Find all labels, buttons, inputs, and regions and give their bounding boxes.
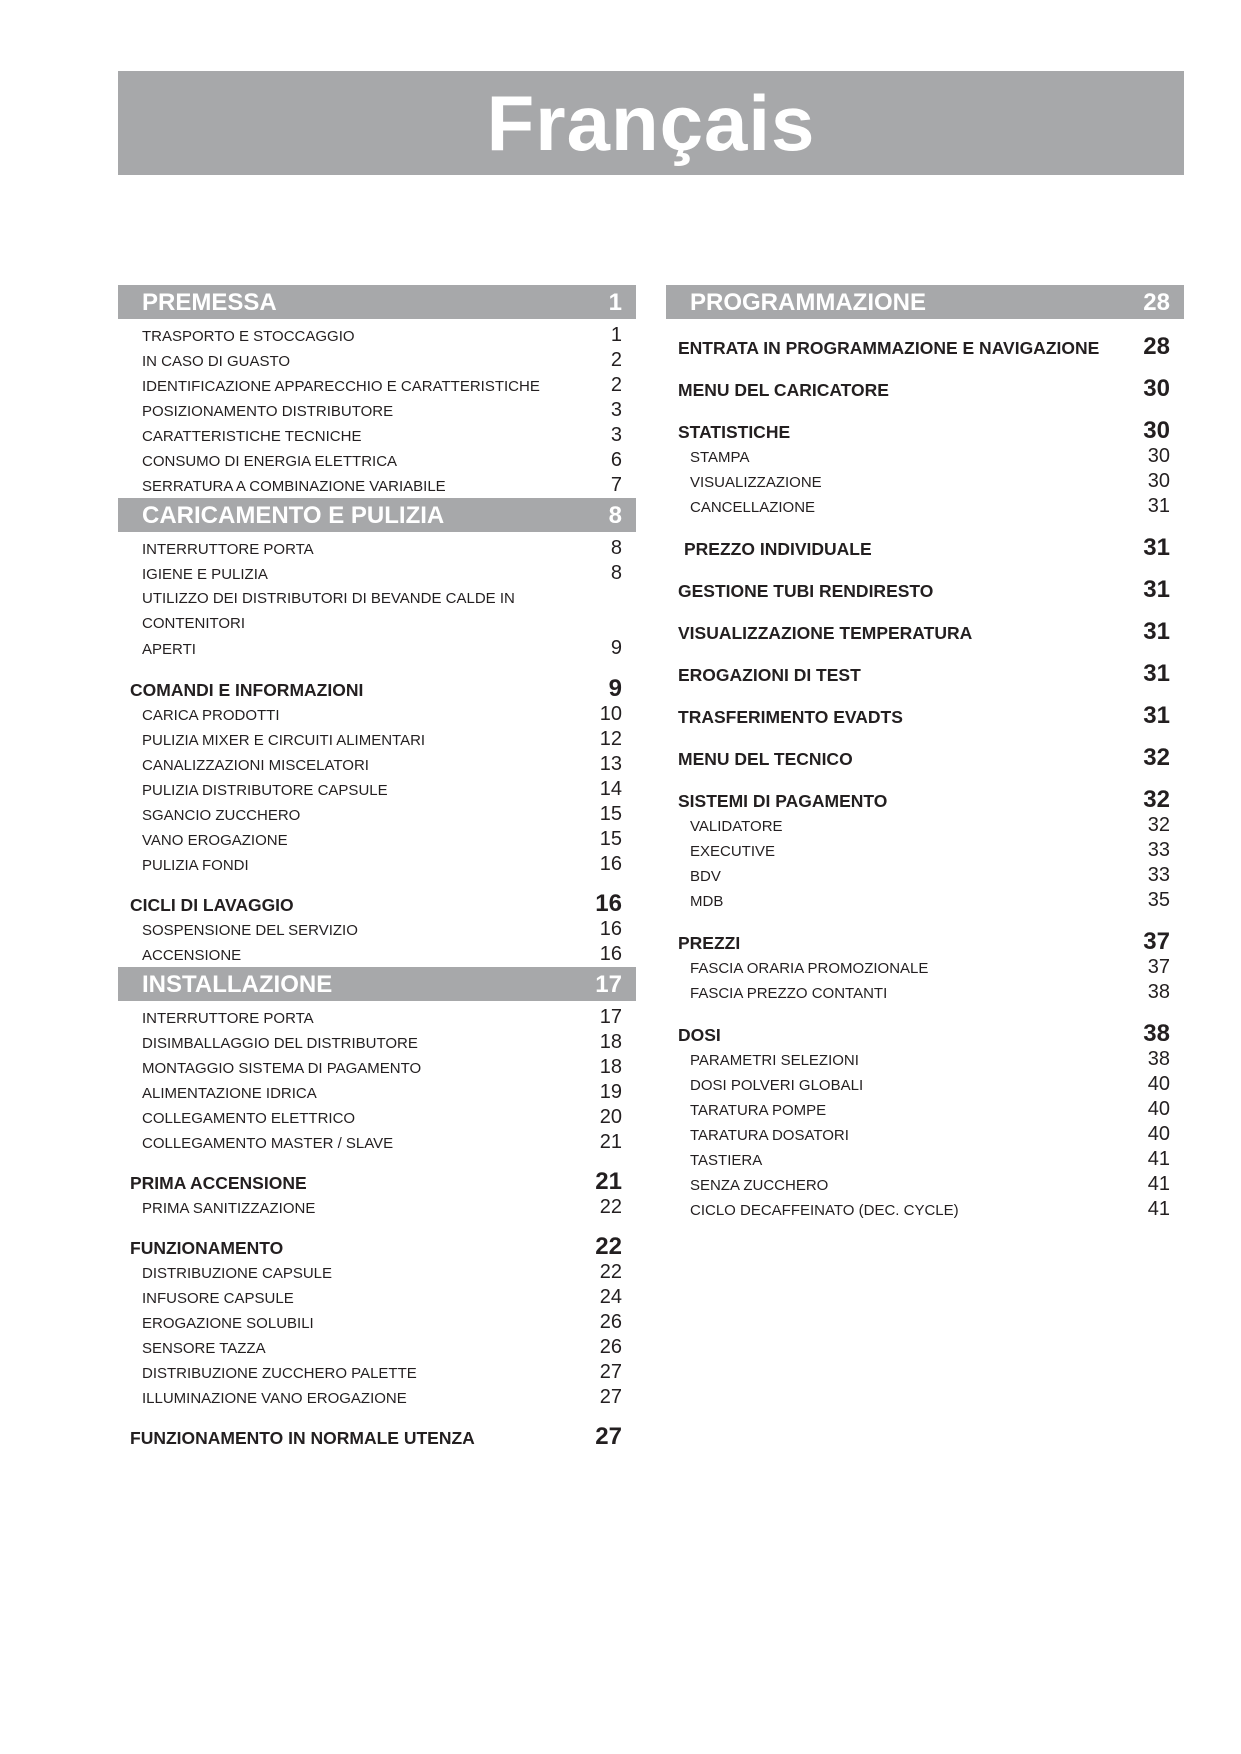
toc-subentry xyxy=(118,852,636,877)
toc-subentry xyxy=(118,1360,636,1385)
toc-topic-label: EROGAZIONI DI TEST xyxy=(678,665,861,685)
toc-page-number: 40 xyxy=(1147,1073,1170,1095)
toc-page-number: 30 xyxy=(1147,470,1170,492)
toc-page-number: 1 xyxy=(610,324,622,346)
toc-topic-label: SISTEMI DI PAGAMENTO xyxy=(678,791,888,811)
toc-subentry-label: CARATTERISTICHE TECNICHE xyxy=(142,428,362,445)
toc-topic xyxy=(118,675,636,702)
toc-page-number: 16 xyxy=(599,853,622,875)
toc-subentry-label: CONSUMO DI ENERGIA ELETTRICA xyxy=(142,453,398,470)
toc-subentry-label: SENSORE TAZZA xyxy=(142,1340,266,1357)
toc-subentry-label: CARICA PRODOTTI xyxy=(142,707,280,724)
toc-page-number: 28 xyxy=(1143,333,1170,360)
toc-topic-label: PREZZO INDIVIDUALE xyxy=(684,539,872,559)
toc-subentry xyxy=(666,955,1184,980)
toc-page-number: 16 xyxy=(599,943,622,965)
toc-page-number: 40 xyxy=(1147,1123,1170,1145)
toc-topic-label: FUNZIONAMENTO xyxy=(130,1238,284,1258)
toc-page-number: 22 xyxy=(599,1196,622,1218)
toc-subentry xyxy=(118,1285,636,1310)
toc-subentry xyxy=(118,586,636,662)
toc-page-number: 24 xyxy=(599,1286,622,1308)
toc-subentry-label: CANCELLAZIONE xyxy=(690,499,816,516)
toc-topic xyxy=(666,928,1184,955)
toc-subentry xyxy=(118,373,636,398)
toc-page-number: 31 xyxy=(1143,576,1170,603)
toc-page-number: 18 xyxy=(599,1031,622,1053)
toc-subentry-label: VANO EROGAZIONE xyxy=(142,832,288,849)
toc-page-number: 28 xyxy=(1143,289,1170,316)
toc-subentry xyxy=(118,727,636,752)
toc-section-header xyxy=(118,285,636,319)
toc-subentry xyxy=(666,1072,1184,1097)
toc-subentry xyxy=(118,1335,636,1360)
toc-subentry-label: IDENTIFICAZIONE APPARECCHIO E CARATTERISTICHE xyxy=(142,378,540,395)
toc-subentry xyxy=(666,444,1184,469)
toc-subentry xyxy=(118,1385,636,1410)
toc-subentry xyxy=(118,561,636,586)
toc-page-number: 21 xyxy=(599,1131,622,1153)
toc-subentry-label: MONTAGGIO SISTEMA DI PAGAMENTO xyxy=(142,1060,422,1077)
toc-topic xyxy=(666,375,1184,402)
toc-page-number: 31 xyxy=(1143,660,1170,687)
toc-topic-label: MENU DEL CARICATORE xyxy=(678,380,889,400)
toc-section-header xyxy=(118,967,636,1001)
toc-subentry xyxy=(118,448,636,473)
toc-subentry xyxy=(666,469,1184,494)
toc-topic-label: DOSI xyxy=(678,1025,721,1045)
toc-page-number: 27 xyxy=(599,1386,622,1408)
toc-subentry-label: SERRATURA A COMBINAZIONE VARIABILE xyxy=(142,478,446,495)
toc-subentry xyxy=(118,1030,636,1055)
toc-page-number: 18 xyxy=(599,1056,622,1078)
toc-page-number: 2 xyxy=(610,349,622,371)
toc-page-number: 6 xyxy=(610,449,622,471)
toc-subentry xyxy=(118,1005,636,1030)
toc-subentry xyxy=(666,1122,1184,1147)
toc-subentry xyxy=(666,1047,1184,1072)
toc-subentry-label: FASCIA PREZZO CONTANTI xyxy=(690,985,888,1002)
toc-page-number: 41 xyxy=(1147,1173,1170,1195)
toc-subentry xyxy=(118,1080,636,1105)
toc-subentry-label: INFUSORE CAPSULE xyxy=(142,1290,294,1307)
toc-topic-label: TRASFERIMENTO EVADTS xyxy=(678,707,903,727)
toc-subentry-label: DISIMBALLAGGIO DEL DISTRIBUTORE xyxy=(142,1035,418,1052)
toc-topic-label: ENTRATA IN PROGRAMMAZIONE E NAVIGAZIONE xyxy=(678,338,1100,358)
toc-page-number: 30 xyxy=(1143,417,1170,444)
toc-subentry-label: BDV xyxy=(690,868,721,885)
toc-subentry-label: PULIZIA MIXER E CIRCUITI ALIMENTARI xyxy=(142,732,426,749)
toc-subentry xyxy=(118,777,636,802)
toc-subentry xyxy=(118,1055,636,1080)
toc-subentry-label: IN CASO DI GUASTO xyxy=(142,353,291,370)
toc-subentry-label: SOSPENSIONE DEL SERVIZIO xyxy=(142,922,358,939)
toc-subentry-label: CANALIZZAZIONI MISCELATORI xyxy=(142,757,369,774)
toc-topic xyxy=(666,576,1184,603)
toc-page-number: 31 xyxy=(1147,495,1170,517)
toc-page-number: 9 xyxy=(610,637,622,659)
toc-subentry xyxy=(118,348,636,373)
toc-page-number: 1 xyxy=(608,289,622,316)
toc-subentry-label: ACCENSIONE xyxy=(142,947,242,964)
toc-topic xyxy=(666,702,1184,729)
toc-subentry xyxy=(118,702,636,727)
toc-subentry-label: VISUALIZZAZIONE xyxy=(690,474,822,491)
toc-page-number: 9 xyxy=(608,675,622,702)
toc-page-number: 27 xyxy=(599,1361,622,1383)
toc-subentry xyxy=(666,838,1184,863)
toc-topic xyxy=(666,534,1184,561)
toc-page-number: 20 xyxy=(599,1106,622,1128)
toc-page-number: 8 xyxy=(610,537,622,559)
toc-subentry xyxy=(118,323,636,348)
toc-subentry-label: TARATURA POMPE xyxy=(690,1102,827,1119)
toc-subentry-label: POSIZIONAMENTO DISTRIBUTORE xyxy=(142,403,394,420)
toc-section-header-label: PROGRAMMAZIONE xyxy=(690,289,926,316)
toc-page-number: 22 xyxy=(595,1233,622,1260)
toc-subentry-label: COLLEGAMENTO MASTER / SLAVE xyxy=(142,1135,394,1152)
toc-subentry-label: ILLUMINAZIONE VANO EROGAZIONE xyxy=(142,1390,407,1407)
toc-topic xyxy=(666,744,1184,771)
toc-subentry-label: COLLEGAMENTO ELETTRICO xyxy=(142,1110,356,1127)
toc-subentry xyxy=(666,494,1184,519)
toc-topic xyxy=(666,1020,1184,1047)
toc-page-number: 13 xyxy=(599,753,622,775)
toc-subentry xyxy=(666,980,1184,1005)
toc-topic xyxy=(118,890,636,917)
toc-subentry-label: TARATURA DOSATORI xyxy=(690,1127,849,1144)
toc-page-number: 33 xyxy=(1147,839,1170,861)
toc-topic-label: VISUALIZZAZIONE TEMPERATURA xyxy=(678,623,973,643)
toc-subentry-label: SGANCIO ZUCCHERO xyxy=(142,807,301,824)
toc-subentry xyxy=(666,813,1184,838)
toc-subentry xyxy=(118,423,636,448)
toc-subentry xyxy=(118,1130,636,1155)
toc-subentry-label: TRASPORTO E STOCCAGGIO xyxy=(142,328,355,345)
toc-page-number: 16 xyxy=(599,918,622,940)
toc-subentry xyxy=(666,1147,1184,1172)
toc-page-number: 27 xyxy=(595,1423,622,1450)
toc-page-number: 17 xyxy=(599,1006,622,1028)
toc-subentry-label: MDB xyxy=(690,893,724,910)
toc-page-number: 38 xyxy=(1147,981,1170,1003)
toc-right-column xyxy=(666,285,1184,1222)
toc-section-header xyxy=(666,285,1184,319)
toc-page-number: 10 xyxy=(599,703,622,725)
toc-page-number: 32 xyxy=(1143,744,1170,771)
toc-section-header-label: PREMESSA xyxy=(142,289,277,316)
toc-page-number: 2 xyxy=(610,374,622,396)
toc-subentry-row xyxy=(142,636,622,662)
toc-page-number: 15 xyxy=(599,803,622,825)
toc-page-number: 16 xyxy=(595,890,622,917)
toc-subentry xyxy=(666,863,1184,888)
toc-page-number: 41 xyxy=(1147,1198,1170,1220)
toc-subentry-label: DISTRIBUZIONE ZUCCHERO PALETTE xyxy=(142,1365,417,1382)
toc-page-number: 37 xyxy=(1143,928,1170,955)
toc-subentry-label: IGIENE E PULIZIA xyxy=(142,566,268,583)
toc-page-number: 3 xyxy=(610,424,622,446)
toc-page-number: 14 xyxy=(599,778,622,800)
toc-page-number: 8 xyxy=(608,502,622,529)
toc-subentry xyxy=(666,888,1184,913)
toc-subentry-label: CICLO DECAFFEINATO (DEC. CYCLE) xyxy=(690,1202,959,1219)
toc-subentry-label: DOSI POLVERI GLOBALI xyxy=(690,1077,864,1094)
toc-section-header-label: INSTALLAZIONE xyxy=(142,971,333,998)
toc-topic-label: PRIMA ACCENSIONE xyxy=(130,1173,307,1193)
toc-subentry-label: PRIMA SANITIZZAZIONE xyxy=(142,1200,316,1217)
toc-page-number: 32 xyxy=(1147,814,1170,836)
toc-topic xyxy=(666,786,1184,813)
toc-topic xyxy=(666,417,1184,444)
toc-page-number: 30 xyxy=(1147,445,1170,467)
toc-topic-label: MENU DEL TECNICO xyxy=(678,749,853,769)
toc-topic xyxy=(118,1233,636,1260)
toc-subentry-label: EROGAZIONE SOLUBILI xyxy=(142,1315,314,1332)
toc-subentry-label: UTILIZZO DEI DISTRIBUTORI DI BEVANDE CALDE IN CONTENITORI xyxy=(142,590,515,632)
toc-topic-label: PREZZI xyxy=(678,933,741,953)
toc-topic-label: CICLI DI LAVAGGIO xyxy=(130,895,294,915)
toc-page-number: 22 xyxy=(599,1261,622,1283)
toc-page-number: 38 xyxy=(1147,1048,1170,1070)
toc-page-number: 31 xyxy=(1143,702,1170,729)
toc-page-number: 38 xyxy=(1143,1020,1170,1047)
toc-subentry-label: ALIMENTAZIONE IDRICA xyxy=(142,1085,317,1102)
toc-page-number: 15 xyxy=(599,828,622,850)
toc-topic-label: STATISTICHE xyxy=(678,422,791,442)
toc-page-number: 3 xyxy=(610,399,622,421)
toc-section-header xyxy=(118,498,636,532)
toc-subentry xyxy=(118,536,636,561)
toc-page-number: 17 xyxy=(595,971,622,998)
toc-subentry xyxy=(118,917,636,942)
toc-subentry-label: FASCIA ORARIA PROMOZIONALE xyxy=(690,960,929,977)
toc-subentry xyxy=(666,1097,1184,1122)
toc-page-number: 21 xyxy=(595,1168,622,1195)
toc-topic xyxy=(666,333,1184,360)
toc-subentry xyxy=(666,1197,1184,1222)
toc-subentry-label: PARAMETRI SELEZIONI xyxy=(690,1052,859,1069)
toc-subentry-label: INTERRUTTORE PORTA xyxy=(142,1010,314,1027)
toc-topic-label: FUNZIONAMENTO IN NORMALE UTENZA xyxy=(130,1428,475,1448)
toc-page-number: 31 xyxy=(1143,618,1170,645)
toc-subentry-label: SENZA ZUCCHERO xyxy=(690,1177,829,1194)
toc-topic xyxy=(666,618,1184,645)
toc-topic-label: COMANDI E INFORMAZIONI xyxy=(130,680,364,700)
toc-page-number: 31 xyxy=(1143,534,1170,561)
toc-page-number: 40 xyxy=(1147,1098,1170,1120)
toc-page-number: 26 xyxy=(599,1336,622,1358)
toc-page-number: 7 xyxy=(610,474,622,496)
toc-topic xyxy=(666,660,1184,687)
toc-subentry-label: APERTI xyxy=(142,641,196,658)
toc-subentry xyxy=(118,1260,636,1285)
toc-subentry xyxy=(118,827,636,852)
toc-subentry-label: TASTIERA xyxy=(690,1152,763,1169)
toc-left-column xyxy=(118,285,636,1450)
toc-topic xyxy=(118,1168,636,1195)
toc-subentry-label: INTERRUTTORE PORTA xyxy=(142,541,314,558)
toc-page-number: 26 xyxy=(599,1311,622,1333)
toc-subentry xyxy=(118,752,636,777)
toc-section-header-label: CARICAMENTO E PULIZIA xyxy=(142,502,445,529)
toc-subentry xyxy=(118,802,636,827)
toc-subentry-label: DISTRIBUZIONE CAPSULE xyxy=(142,1265,333,1282)
toc-subentry-label: EXECUTIVE xyxy=(690,843,776,860)
toc-subentry-label: PULIZIA FONDI xyxy=(142,857,249,874)
toc-page-number: 12 xyxy=(599,728,622,750)
toc-subentry xyxy=(118,398,636,423)
toc-page-number: 33 xyxy=(1147,864,1170,886)
toc-subentry xyxy=(666,1172,1184,1197)
toc-page-number: 8 xyxy=(610,562,622,584)
toc-page-number: 37 xyxy=(1147,956,1170,978)
toc-subentry xyxy=(118,473,636,498)
toc-topic xyxy=(118,1423,636,1450)
toc-topic-label: GESTIONE TUBI RENDIRESTO xyxy=(678,581,934,601)
toc-page-number: 35 xyxy=(1147,889,1170,911)
toc-subentry xyxy=(118,1195,636,1220)
toc-subentry-label: STAMPA xyxy=(690,449,750,466)
toc-subentry-label: VALIDATORE xyxy=(690,818,783,835)
toc-subentry xyxy=(118,1105,636,1130)
toc-page-number: 41 xyxy=(1147,1148,1170,1170)
language-banner: Français xyxy=(118,71,1184,175)
toc-subentry-label: PULIZIA DISTRIBUTORE CAPSULE xyxy=(142,782,388,799)
toc-page-number: 19 xyxy=(599,1081,622,1103)
toc-subentry xyxy=(118,1310,636,1335)
toc-page-number: 32 xyxy=(1143,786,1170,813)
toc-page-number: 30 xyxy=(1143,375,1170,402)
toc-subentry xyxy=(118,942,636,967)
